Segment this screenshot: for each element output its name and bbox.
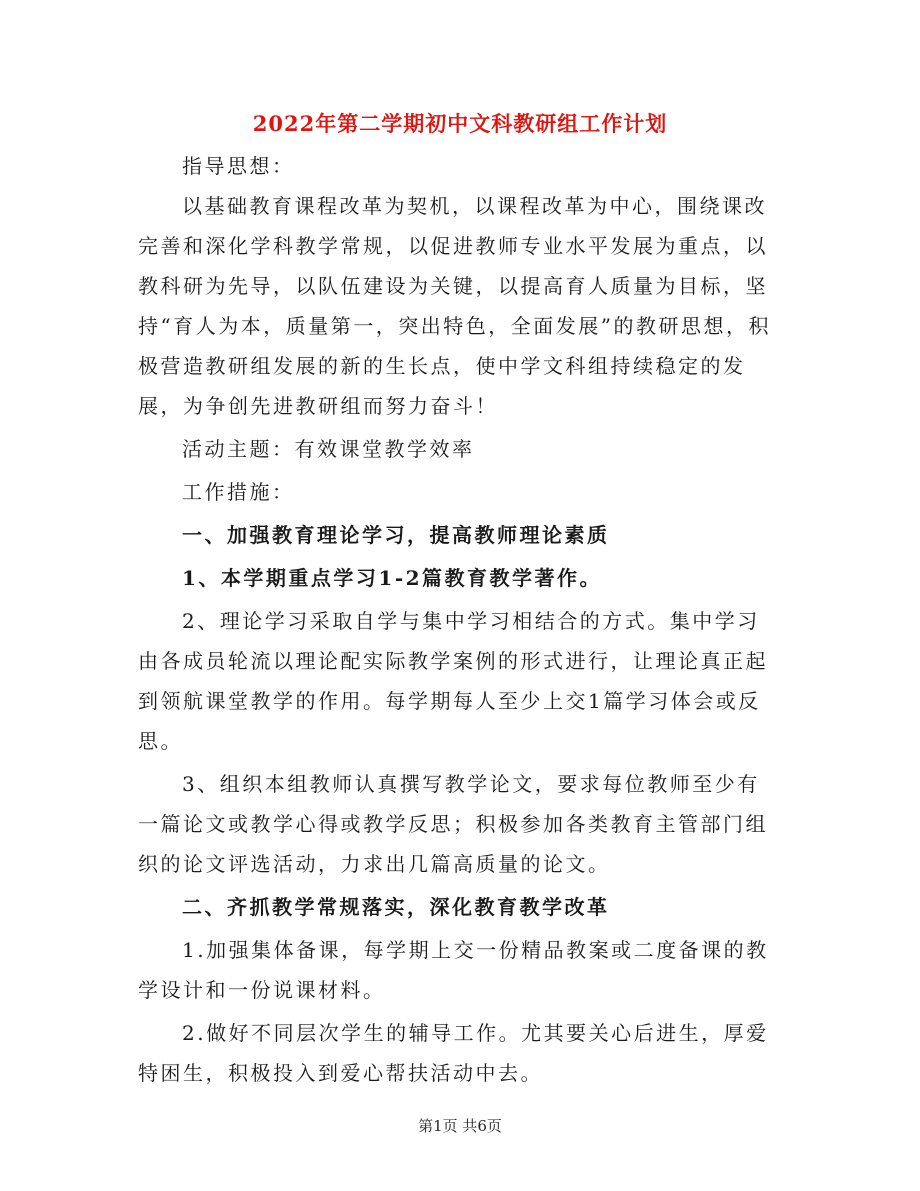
document-body: [138, 146, 780, 1093]
paragraph-guiding-text: 以基础教育课程改革为契机，以课程改革为中心，围绕课改完善和深化学科教学常规，以促进教师专业水平发展为重点，以教科研为先导，以队伍建设为关键，以提高育人质量为目标，坚持“育人为本，质量第一，突出特色，全面发展”的教研思想，积极营造教研组发展的新的生长点，使中学文科组持续稳定的发展，为争创先进教研组而努力奋斗！: [138, 194, 771, 418]
document-title: 2022年第二学期初中文科教研组工作计划: [252, 111, 668, 136]
section-heading-1: 一、加强教育理论学习，提高教师理论素质: [182, 523, 610, 547]
section-heading-2: 二、齐抓教学常规落实，深化教育教学改革: [182, 895, 610, 919]
item-1-1: 1、本学期重点学习1-2篇教育教学著作。: [182, 566, 603, 590]
item-1-3: 3、组织本组教师认真撰写教学论文，要求每位教师至少有一篇论文或教学心得或教学反思；积极参加各类教育主管部门组织的论文评选活动，力求出几篇高质量的论文。: [138, 772, 768, 876]
paragraph-measures-heading: 工作措施：: [182, 480, 295, 504]
item-1-2: 2、理论学习采取自学与集中学习相结合的方式。集中学习由各成员轮流以理论配实际教学案例的形式进行，让理论真正起到领航课堂教学的作用。每学期每人至少上交1篇学习体会或反思。: [138, 609, 768, 753]
item-2-2: 2.做好不同层次学生的辅导工作。尤其要关心后进生，厚爱特困生，积极投入到爱心帮扶活动中去。: [138, 1021, 769, 1085]
paragraph-guiding-heading: 指导思想：: [182, 154, 295, 178]
item-2-1: 1.加强集体备课，每学期上交一份精品教案或二度备课的教学设计和一份说课材料。: [138, 938, 769, 1002]
paragraph-activity-theme: 活动主题：有效课堂教学效率: [182, 437, 475, 461]
page-footer: 第1页 共6页: [418, 1117, 502, 1135]
